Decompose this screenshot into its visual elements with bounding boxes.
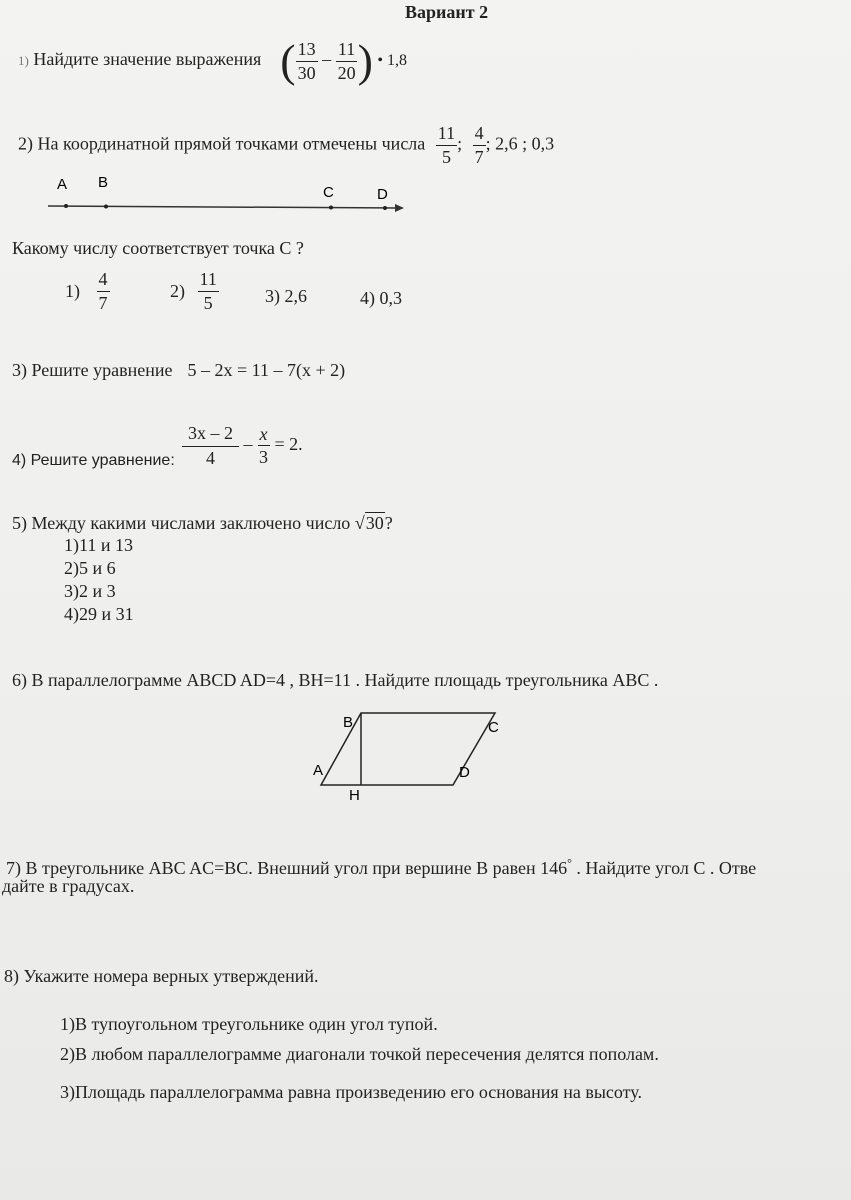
q5-option: 2)5 и 6 <box>64 558 116 578</box>
q2-number-2 <box>473 124 486 167</box>
point-c-label: C <box>323 184 334 201</box>
q4-fraction-1 <box>182 424 239 468</box>
question-8-title: 8) Укажите номера верных утверждений. <box>4 966 319 986</box>
q2-option-4: 4) 0,3 <box>360 288 402 308</box>
q2-n2-den: 7 <box>474 146 484 167</box>
q1-frac1-den: 30 <box>297 62 316 83</box>
right-paren: ) <box>357 35 373 86</box>
q8-statement: 1)В тупоугольном треугольнике один угол тупой. <box>60 1014 438 1034</box>
q7-line1: 7) В треугольнике ABC AC=BC. Внешний угол при вершине В равен 146 <box>6 858 568 878</box>
q1-label: 1) <box>18 53 29 69</box>
q1-fraction-2 <box>336 40 358 83</box>
vertex-b-label: B <box>343 714 354 731</box>
q2-n2-num: 4 <box>473 124 486 146</box>
number-line <box>40 168 420 218</box>
number-line-arrow <box>395 204 404 212</box>
q2-option-2 <box>170 270 219 313</box>
page-title: Вариант 2 <box>405 2 489 22</box>
sqrt-icon: √ <box>354 513 365 533</box>
q2-option-1 <box>65 270 110 313</box>
q8-statement: 3)Площадь параллелограмма равна произведению его основания на высоту. <box>60 1082 642 1102</box>
q2-n1-num: 11 <box>436 124 457 146</box>
q1-frac2-num: 11 <box>336 40 357 62</box>
q5-options <box>64 534 134 626</box>
q1-frac2-den: 20 <box>337 62 356 83</box>
question-3 <box>12 360 345 381</box>
q1-minus: – <box>322 49 332 70</box>
number-line-axis <box>48 206 395 208</box>
q4-equation <box>182 424 303 468</box>
q2-number-1 <box>436 124 457 167</box>
left-paren: ( <box>280 35 296 86</box>
q2-n1-den: 5 <box>441 146 451 167</box>
q3-equation: 5 – 2x = 11 – 7(x + 2) <box>187 360 346 380</box>
vertex-a-label: A <box>313 762 324 779</box>
q4-fraction-2 <box>257 425 270 468</box>
q2-option-2-frac <box>198 270 219 313</box>
vertex-c-label: C <box>488 719 499 736</box>
q2-label: 2) <box>18 133 33 154</box>
parallelogram-figure <box>305 705 525 805</box>
q4-tail: = 2. <box>274 434 303 455</box>
q2-question: Какому числу соответствует точка С ? <box>12 238 304 258</box>
q2-sep: ; <box>457 133 463 154</box>
q1-fraction-1 <box>296 40 318 83</box>
q4-label: 4) Решите уравнение: <box>12 452 175 469</box>
point-h-label: H <box>349 787 360 804</box>
q2-rest: ; 2,6 ; 0,3 <box>485 133 555 154</box>
point-d-dot <box>383 206 387 210</box>
question-2 <box>18 124 554 167</box>
o1-num: 4 <box>97 270 110 292</box>
q2-option-1-label: 1) <box>65 280 80 301</box>
o2-num: 11 <box>198 270 219 292</box>
q2-text: На координатной прямой точками отмечены числа <box>37 133 426 154</box>
point-c-dot <box>329 206 333 210</box>
question-6: 6) В параллелограмме ABCD AD=4 , BH=11 . Найдите площадь треугольника АВС . <box>12 670 659 690</box>
point-a-label: A <box>57 176 68 193</box>
q2-option-2-label: 2) <box>170 280 185 301</box>
question-5 <box>12 512 393 534</box>
q4-f2-den: 3 <box>259 447 268 468</box>
q1-tail: • 1,8 <box>377 52 408 70</box>
q1-frac1-num: 13 <box>296 40 318 62</box>
q2-option-1-frac <box>97 270 110 313</box>
q5-qmark: ? <box>384 513 393 533</box>
o1-den: 7 <box>98 292 108 313</box>
point-a-dot <box>64 204 68 208</box>
q3-label: 3) Решите уравнение <box>12 360 173 380</box>
q4-f1-num: 3x – 2 <box>182 424 239 447</box>
sqrt-radicand: 30 <box>365 513 384 533</box>
q5-text: 5) Между какими числами заключено число <box>12 513 351 533</box>
q7-line1-end: . Найдите угол С . Отве <box>571 858 757 878</box>
q5-option: 1)11 и 13 <box>64 535 133 555</box>
q4-minus: – <box>243 434 253 455</box>
q5-option: 3)2 и 3 <box>64 581 116 601</box>
q7-line2: дайте в градусах. <box>2 876 135 896</box>
vertex-d-label: D <box>459 764 470 781</box>
point-b-dot <box>104 205 108 209</box>
q4-f1-den: 4 <box>206 447 215 468</box>
q5-option: 4)29 и 31 <box>64 604 134 624</box>
point-d-label: D <box>377 186 388 203</box>
o2-den: 5 <box>203 292 213 313</box>
sqrt-expression <box>355 512 385 534</box>
q1-text: Найдите значение выражения <box>33 49 262 70</box>
q2-option-3: 3) 2,6 <box>265 286 307 306</box>
q8-statement: 2)В любом параллелограмме диагонали точкой пересечения делятся пополам. <box>60 1044 659 1064</box>
point-b-label: B <box>98 174 109 191</box>
q4-f2-num: x <box>258 425 270 447</box>
question-1 <box>18 35 408 86</box>
degree-sign: ° <box>567 856 572 870</box>
